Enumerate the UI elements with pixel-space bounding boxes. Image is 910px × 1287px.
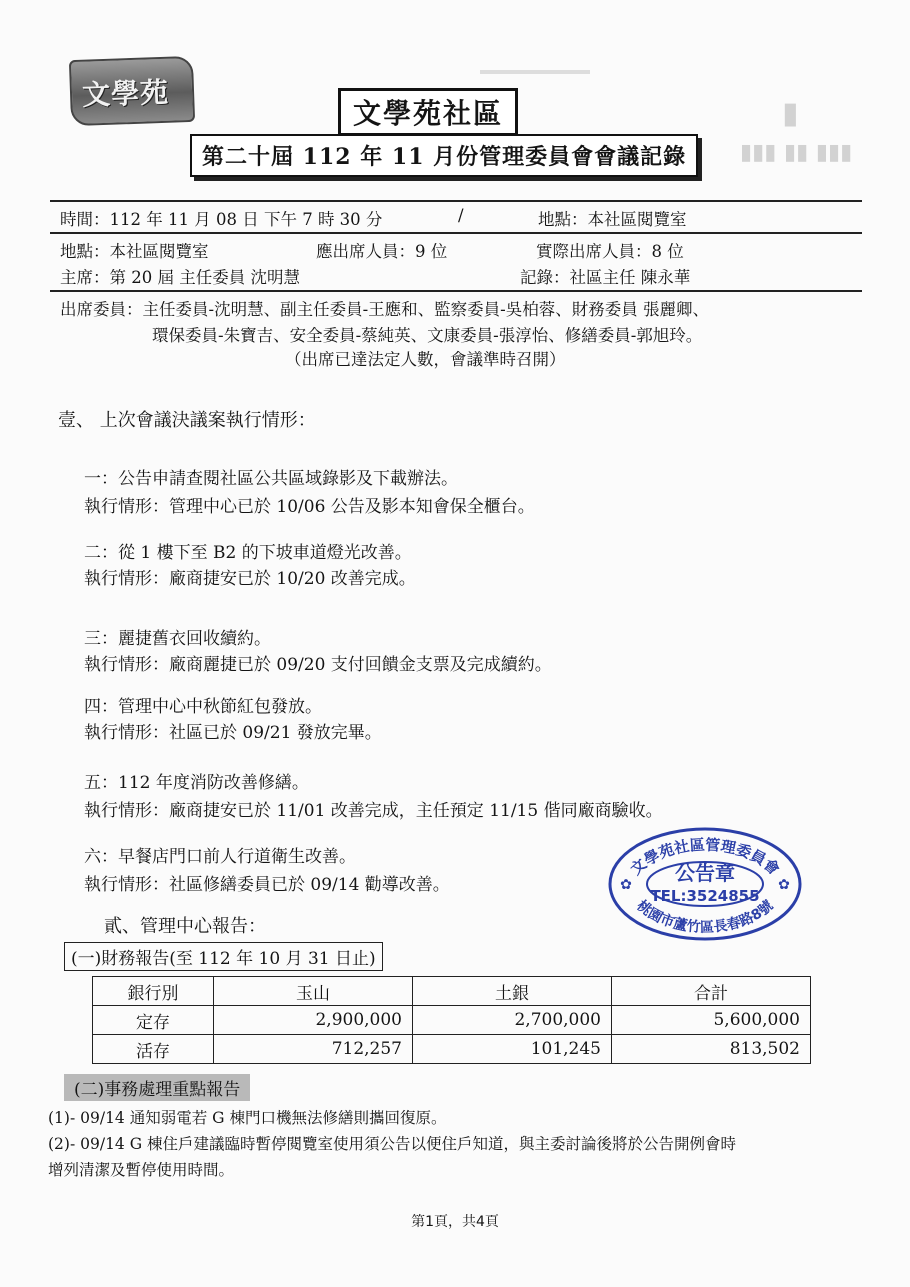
item-6-status: 執行情形：社區修繕委員已於 09/14 勸導改善。 bbox=[84, 875, 450, 895]
table-cell: 712,257 bbox=[214, 1035, 413, 1064]
table-cell: 5,600,000 bbox=[612, 1006, 811, 1035]
table-header: 土銀 bbox=[413, 977, 612, 1006]
item-5-title: 五：112 年度消防改善修繕。 bbox=[84, 773, 309, 793]
table-row bbox=[93, 1035, 811, 1064]
table-header: 銀行別 bbox=[93, 977, 214, 1006]
finance-table bbox=[92, 976, 811, 1064]
section-2-heading: 貳、管理中心報告： bbox=[104, 916, 266, 937]
actual-attendance: 實際出席人員：8 位 bbox=[536, 242, 684, 261]
seal-flower-right-icon: ✿ bbox=[778, 877, 790, 893]
seal-bottom-text: 桃園市蘆竹區長春路8號 bbox=[633, 897, 777, 936]
table-cell: 活存 bbox=[93, 1035, 214, 1064]
task-report-heading: (二)事務處理重點報告 bbox=[64, 1074, 250, 1101]
meeting-location-right: 地點：本社區閱覽室 bbox=[538, 210, 687, 229]
divider bbox=[50, 200, 862, 202]
section-1-heading: 壹、 上次會議決議案執行情形： bbox=[58, 410, 316, 431]
seal-flower-left-icon: ✿ bbox=[620, 877, 632, 893]
table-cell: 813,502 bbox=[612, 1035, 811, 1064]
table-cell: 2,900,000 bbox=[214, 1006, 413, 1035]
meeting-chair: 主席：第 20 屆 主任委員 沈明慧 bbox=[60, 268, 300, 287]
page-title: 文學苑社區 bbox=[338, 88, 518, 136]
item-4-title: 四：管理中心中秋節紅包發放。 bbox=[84, 697, 322, 717]
item-5-status: 執行情形：廠商捷安已於 11/01 改善完成，主任預定 11/15 偕同廠商驗收。 bbox=[84, 801, 663, 821]
table-cell: 2,700,000 bbox=[413, 1006, 612, 1035]
item-6-title: 六：早餐店門口前人行道衛生改善。 bbox=[84, 847, 356, 867]
meeting-time-slash: / bbox=[458, 206, 464, 225]
seal-tel: TEL:3524855 bbox=[650, 887, 760, 905]
table-row bbox=[93, 1006, 811, 1035]
table-header: 玉山 bbox=[214, 977, 413, 1006]
task-note-2-continued: 增列清潔及暫停使用時間。 bbox=[48, 1161, 235, 1179]
table-cell: 101,245 bbox=[413, 1035, 612, 1064]
meeting-recorder: 記錄：社區主任 陳永華 bbox=[520, 268, 691, 287]
item-2-status: 執行情形：廠商捷安已於 10/20 改善完成。 bbox=[84, 569, 416, 589]
table-header: 合計 bbox=[612, 977, 811, 1006]
item-2-title: 二：從 1 樓下至 B2 的下坡車道燈光改善。 bbox=[84, 543, 412, 563]
official-seal-stamp bbox=[606, 826, 804, 942]
community-logo: 文學苑 bbox=[69, 56, 195, 126]
item-1-status: 執行情形：管理中心已於 10/06 公告及影本知會保全櫃台。 bbox=[84, 497, 535, 517]
meeting-location: 地點：本社區閱覽室 bbox=[60, 242, 209, 261]
scan-ghost-text: ▮▮▮ ▮▮ ▮▮▮ bbox=[740, 140, 853, 165]
expected-attendance: 應出席人員：9 位 bbox=[316, 242, 448, 261]
meeting-time: 時間：112 年 11 月 08 日 下午 7 時 30 分 bbox=[60, 210, 383, 229]
quorum-note: （出席已達法定人數，會議準時召開） bbox=[285, 350, 566, 369]
table-header-row bbox=[93, 977, 811, 1006]
attendees-line-2: 環保委員-朱寶吉、安全委員-蔡純英、文康委員-張淳怡、修繕委員-郭旭玲。 bbox=[152, 326, 703, 345]
meeting-subtitle: 第二十屆 112 年 11 月份管理委員會會議記錄 bbox=[190, 134, 698, 177]
seal-center-text: 公告章 bbox=[675, 861, 735, 885]
divider bbox=[50, 232, 862, 234]
task-note-2: (2)- 09/14 G 棟住戶建議臨時暫停閱覽室使用須公告以便住戶知道，與主委討論後將於公告開例會時 bbox=[48, 1135, 737, 1153]
scan-ghost-bar bbox=[480, 70, 590, 74]
table-cell: 定存 bbox=[93, 1006, 214, 1035]
finance-report-heading: (一)財務報告(至 112 年 10 月 31 日止) bbox=[64, 942, 383, 971]
attendees-line-1: 出席委員：主任委員-沈明慧、副主任委員-王應和、監察委員-吳柏蓉、財務委員 張麗卿、 bbox=[60, 300, 709, 319]
task-note-1: (1)- 09/14 通知弱電若 G 棟門口機無法修繕則攜回復原。 bbox=[48, 1109, 447, 1127]
scan-ghost-mark: ▮ bbox=[782, 96, 799, 131]
item-4-status: 執行情形：社區已於 09/21 發放完畢。 bbox=[84, 723, 382, 743]
item-1-title: 一：公告申請查閱社區公共區域錄影及下載辦法。 bbox=[84, 469, 458, 489]
item-3-title: 三：麗捷舊衣回收續約。 bbox=[84, 629, 271, 649]
item-3-status: 執行情形：廠商麗捷已於 09/20 支付回饋金支票及完成續約。 bbox=[84, 655, 552, 675]
page-number: 第1頁，共4頁 bbox=[411, 1214, 499, 1230]
divider bbox=[50, 290, 862, 292]
seal-top-text: 文學苑社區管理委員會 bbox=[627, 835, 783, 879]
